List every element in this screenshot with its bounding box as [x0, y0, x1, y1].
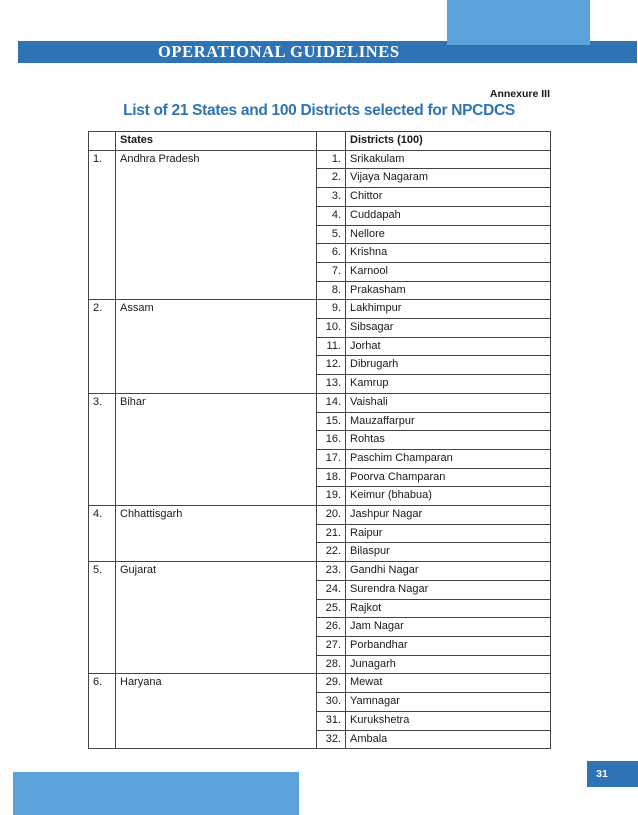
district-name: Karnool [346, 262, 551, 281]
district-name: Kamrup [346, 375, 551, 394]
district-serial: 28. [317, 655, 346, 674]
district-serial: 17. [317, 449, 346, 468]
district-serial: 1. [317, 150, 346, 169]
document-title: List of 21 States and 100 Districts selected for NPCDCS [123, 102, 515, 119]
district-name: Mauzaffarpur [346, 412, 551, 431]
district-serial: 12. [317, 356, 346, 375]
annexure-label: Annexure III [489, 88, 550, 100]
district-name: Jashpur Nagar [346, 506, 551, 525]
header-accent-block [447, 0, 590, 44]
district-serial: 4. [317, 206, 346, 225]
district-serial: 30. [317, 693, 346, 712]
state-name: Andhra Pradesh [116, 150, 317, 300]
header-district-serial [317, 132, 346, 151]
district-name: Rohtas [346, 431, 551, 450]
table-header-row [89, 132, 551, 151]
table-row [89, 393, 551, 412]
district-serial: 11. [317, 337, 346, 356]
district-name: Paschim Champaran [346, 449, 551, 468]
table-body [89, 150, 551, 749]
page-number-box [587, 761, 638, 787]
district-name: Sibsagar [346, 319, 551, 338]
district-name: Kurukshetra [346, 711, 551, 730]
district-serial: 3. [317, 188, 346, 207]
state-name: Gujarat [116, 562, 317, 674]
district-name: Chittor [346, 188, 551, 207]
district-serial: 27. [317, 636, 346, 655]
district-name: Mewat [346, 674, 551, 693]
district-serial: 24. [317, 580, 346, 599]
state-serial: 3. [89, 393, 116, 505]
district-serial: 20. [317, 506, 346, 525]
district-serial: 6. [317, 244, 346, 263]
district-serial: 22. [317, 543, 346, 562]
district-name: Prakasham [346, 281, 551, 300]
district-name: Cuddapah [346, 206, 551, 225]
district-serial: 7. [317, 262, 346, 281]
district-serial: 23. [317, 562, 346, 581]
district-name: Surendra Nagar [346, 580, 551, 599]
district-serial: 13. [317, 375, 346, 394]
banner-title: OPERATIONAL GUIDELINES [158, 42, 400, 61]
district-name: Keimur (bhabua) [346, 487, 551, 506]
district-serial: 9. [317, 300, 346, 319]
district-name: Raipur [346, 524, 551, 543]
district-serial: 5. [317, 225, 346, 244]
district-name: Yamnagar [346, 693, 551, 712]
district-name: Junagarh [346, 655, 551, 674]
state-serial: 5. [89, 562, 116, 674]
district-name: Poorva Champaran [346, 468, 551, 487]
state-name: Assam [116, 300, 317, 394]
footer-accent-bar [13, 772, 299, 815]
district-name: Krishna [346, 244, 551, 263]
table-row [89, 300, 551, 319]
table-row [89, 562, 551, 581]
header-serial [89, 132, 116, 151]
district-serial: 15. [317, 412, 346, 431]
district-serial: 19. [317, 487, 346, 506]
district-name: Vaishali [346, 393, 551, 412]
table-row [89, 150, 551, 169]
state-name: Bihar [116, 393, 317, 505]
district-serial: 18. [317, 468, 346, 487]
header-districts: Districts (100) [346, 132, 551, 151]
table-row [89, 674, 551, 693]
district-name: Jam Nagar [346, 618, 551, 637]
district-serial: 26. [317, 618, 346, 637]
district-serial: 31. [317, 711, 346, 730]
district-name: Lakhimpur [346, 300, 551, 319]
district-serial: 29. [317, 674, 346, 693]
state-serial: 1. [89, 150, 116, 300]
district-serial: 32. [317, 730, 346, 749]
district-name: Nellore [346, 225, 551, 244]
district-serial: 21. [317, 524, 346, 543]
district-name: Jorhat [346, 337, 551, 356]
district-name: Gandhi Nagar [346, 562, 551, 581]
district-serial: 8. [317, 281, 346, 300]
district-serial: 25. [317, 599, 346, 618]
district-name: Srikakulam [346, 150, 551, 169]
header-accent-join [447, 41, 590, 45]
district-serial: 16. [317, 431, 346, 450]
district-serial: 10. [317, 319, 346, 338]
district-name: Ambala [346, 730, 551, 749]
state-name: Chhattisgarh [116, 506, 317, 562]
header-states: States [116, 132, 317, 151]
district-name: Porbandhar [346, 636, 551, 655]
page-number: 31 [596, 768, 608, 780]
district-name: Dibrugarh [346, 356, 551, 375]
district-name: Vijaya Nagaram [346, 169, 551, 188]
district-serial: 14. [317, 393, 346, 412]
districts-table [88, 131, 551, 749]
district-name: Bilaspur [346, 543, 551, 562]
state-serial: 2. [89, 300, 116, 394]
state-name: Haryana [116, 674, 317, 749]
district-serial: 2. [317, 169, 346, 188]
district-name: Rajkot [346, 599, 551, 618]
state-serial: 6. [89, 674, 116, 749]
state-serial: 4. [89, 506, 116, 562]
table-row [89, 506, 551, 525]
